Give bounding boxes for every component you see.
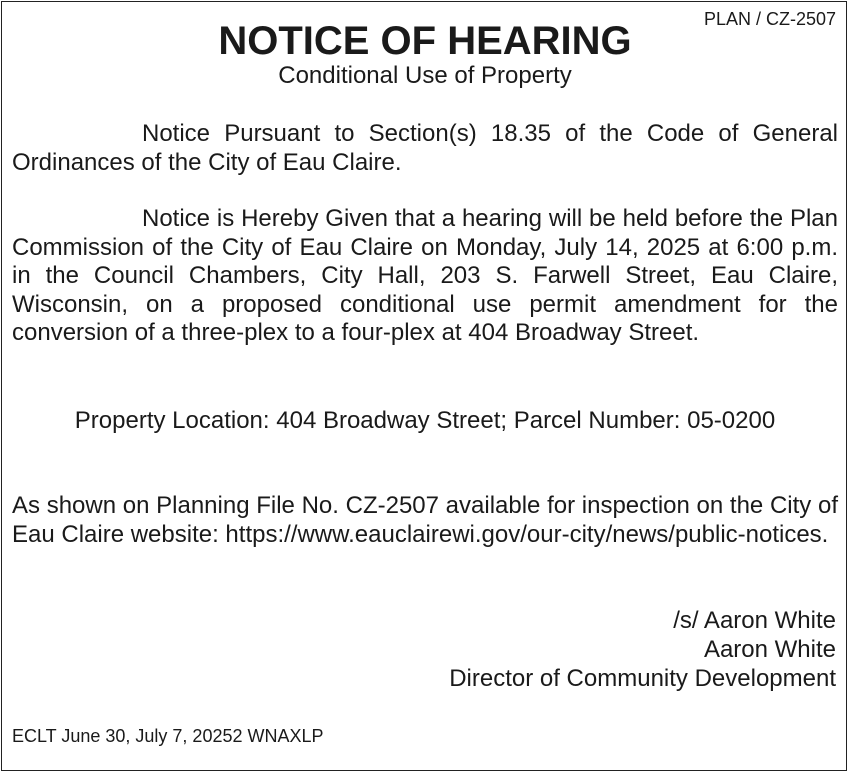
signer-title: Director of Community Development (449, 665, 836, 692)
publication-footer: ECLT June 30, July 7, 20252 WNAXLP (12, 726, 324, 746)
notice-subtitle: Conditional Use of Property (278, 62, 572, 89)
signature-block (449, 606, 836, 693)
signature-line: /s/ Aaron White (673, 607, 836, 634)
notice-frame (1, 1, 847, 771)
inspection-paragraph: As shown on Planning File No. CZ-2507 available for inspection on the City of Eau Claire website: https://www.eauclairewi.gov/our-city/news/public-notices. (12, 492, 838, 548)
notice-title: NOTICE OF HEARING (218, 19, 632, 63)
signer-name: Aaron White (703, 636, 836, 663)
hearing-paragraph: Notice is Hereby Given that a hearing will be held before the Plan Commission of the City of Eau Claire on Monday, July 14, 2025 at 6:00 p.m. in the Council Chambers, City Hall, 203 S. Farwell Street, Eau Claire, Wisconsin, on a proposed conditional use permit amendment for the conversion of a three-plex to a four-plex at 404 Broadway Street. (12, 205, 838, 346)
property-location: Property Location: 404 Broadway Street; Parcel Number: 05-0200 (74, 407, 776, 434)
ordinance-paragraph: Notice Pursuant to Section(s) 18.35 of the Code of General Ordinances of the City of Eau Claire. (12, 120, 838, 176)
file-reference: PLAN / CZ-2507 (703, 9, 836, 29)
